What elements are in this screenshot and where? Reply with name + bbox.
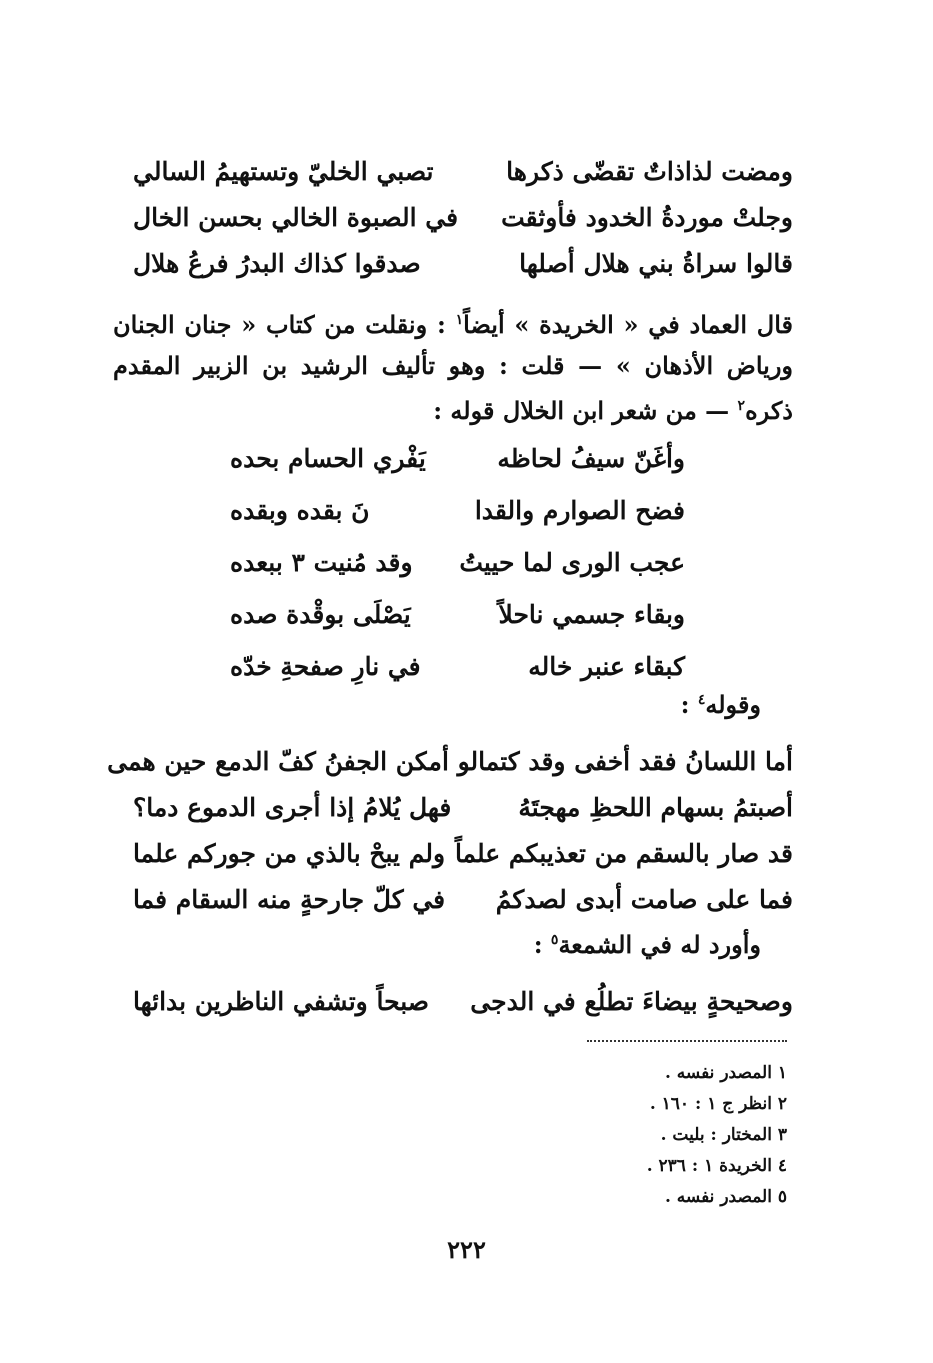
verse-line bbox=[230, 536, 685, 588]
hemistich-left: ولم يبحْ بالذي من جوركم علما bbox=[133, 838, 446, 868]
footnote-ref-1: ١ bbox=[455, 312, 464, 328]
poem-4 bbox=[133, 978, 793, 1024]
hemistich-right: قالوا سراةُ بني هلال أصلها bbox=[519, 248, 793, 278]
hemistich-right: كبقاء عنبر خاله bbox=[528, 651, 685, 681]
verse-line bbox=[133, 784, 793, 830]
page-number: ٢٢٢ bbox=[447, 1235, 486, 1264]
hemistich-right: قد صار بالسقم من تعذيبكم علماً bbox=[454, 838, 793, 868]
hemistich-left: يَصْلَى بوقْدة صده bbox=[230, 599, 411, 629]
poem-1 bbox=[133, 148, 793, 286]
footnotes bbox=[387, 1058, 787, 1213]
hemistich-left: صبحاً وتشفي الناظرين بدائها bbox=[133, 986, 429, 1016]
verse-line bbox=[133, 148, 793, 194]
hemistich-left: صدقوا كذاك البدرُ فرعُ هلال bbox=[133, 248, 421, 278]
footnote: ٤ الخريدة ١ : ٢٣٦ . bbox=[646, 1156, 787, 1176]
verse-line bbox=[133, 830, 793, 876]
prose-line-1: قال العماد في « الخريدة » أيضاً bbox=[463, 310, 793, 339]
verse-line bbox=[133, 194, 793, 240]
hemistich-right: أصبتمُ بسهام اللحظِ مهجتَهُ bbox=[518, 792, 793, 822]
verse-line bbox=[230, 588, 685, 640]
hemistich-right: أما اللسانُ فقد أخفى وقد كتما bbox=[478, 746, 793, 776]
footnote: ٣ المختار : بليت . bbox=[660, 1125, 787, 1145]
hemistich-right: وجلتْ موردةُ الخدود فأوثقت bbox=[501, 202, 793, 232]
prose-line-2: : ونقلت من كتاب « جنان الجنان ورياض الأذهان » — قلت : وهو تأليف الرشيد بن الزبير المقدم ذكره bbox=[113, 310, 793, 425]
footnote-ref-4: ٤ bbox=[697, 692, 706, 708]
hemistich-left: لو أمكن الجفنُ كفّ الدمع حين همى bbox=[107, 746, 479, 776]
prose-line-3: — من شعر ابن الخلال قوله : bbox=[433, 396, 730, 425]
prose-text bbox=[113, 300, 793, 431]
hemistich-left: في كلّ جارحةٍ منه السقام فما bbox=[133, 884, 446, 914]
verse-line bbox=[133, 240, 793, 286]
hemistich-left: يَفْري الحسام بحده bbox=[230, 443, 426, 473]
verse-line bbox=[230, 432, 685, 484]
poem-2 bbox=[230, 432, 685, 692]
hemistich-left: في نارِ صفحةِ خدّه bbox=[230, 651, 421, 681]
verse-line bbox=[230, 640, 685, 692]
intro-line bbox=[681, 690, 761, 719]
prose-paragraph bbox=[113, 300, 793, 431]
intro-line bbox=[534, 930, 761, 959]
hemistich-right: وصحيحةٍ بيضاءَ تطلُع في الدجى bbox=[470, 986, 793, 1016]
hemistich-left: في الصبوة الخالي بحسن الخال bbox=[133, 202, 459, 232]
verse-line bbox=[133, 876, 793, 922]
footnote: ٥ المصدر نفسه . bbox=[664, 1187, 787, 1207]
hemistich-right: ومضت لذاذاتٌ تقضّى ذكرها bbox=[506, 156, 793, 186]
verse-line bbox=[230, 484, 685, 536]
hemistich-left: تصبي الخليّ وتستهيمُ السالي bbox=[133, 156, 434, 186]
verse-line bbox=[107, 738, 793, 784]
hemistich-left: وقد مُنيت ٣ ببعده bbox=[230, 547, 413, 577]
footnote: ١ المصدر نفسه . bbox=[664, 1063, 787, 1083]
intro-colon: : bbox=[533, 930, 551, 959]
hemistich-right: فما على صامت أبدى لصدكمُ bbox=[495, 884, 793, 914]
footnote: ٢ انظر ج ١ : ١٦٠ . bbox=[649, 1094, 787, 1114]
poem-3 bbox=[107, 738, 793, 922]
footnote-ref-5: ٥ bbox=[550, 932, 559, 948]
footnote-divider bbox=[587, 1040, 787, 1042]
verse-line bbox=[133, 978, 793, 1024]
intro-text: وأورد له في الشمعة bbox=[558, 930, 761, 959]
hemistich-left: نَ بقده وبقده bbox=[230, 495, 370, 525]
hemistich-right: عجب الورى لما حييتُ bbox=[459, 547, 685, 577]
footnote-ref-2: ٢ bbox=[737, 398, 746, 414]
intro-colon: : bbox=[680, 690, 698, 719]
intro-text: وقوله bbox=[705, 690, 761, 719]
hemistich-right: فضح الصوارم والقدا bbox=[474, 495, 685, 525]
hemistich-left: فهل يُلامُ إذا أجرى الدموع دما؟ bbox=[133, 792, 452, 822]
hemistich-right: وأغَنّ سيفُ لحاظه bbox=[497, 443, 685, 473]
hemistich-right: وبقاء جسمي ناحلاً bbox=[498, 599, 685, 629]
